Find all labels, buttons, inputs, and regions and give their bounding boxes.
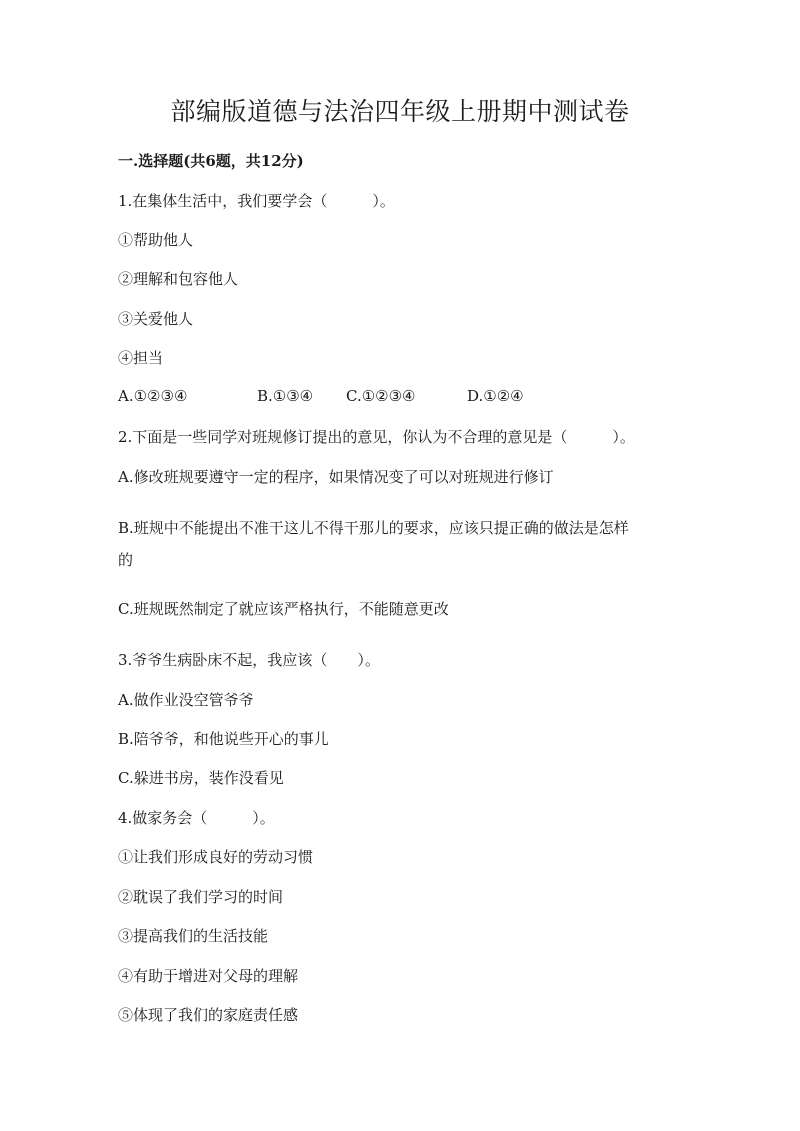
question-4-stem: 4.做家务会（ ）。 xyxy=(118,809,275,827)
question-4-item: ③提高我们的生活技能 xyxy=(118,927,269,945)
question-1-item: ④担当 xyxy=(118,349,164,367)
question-4-item: ④有助于增进对父母的理解 xyxy=(118,967,299,985)
question-3-stem: 3.爷爷生病卧床不起，我应该（ ）。 xyxy=(118,651,380,669)
question-3-option-b: B.陪爷爷，和他说些开心的事儿 xyxy=(118,730,329,748)
option-c: C.①②③④ xyxy=(346,387,416,405)
question-2-option-c: C.班规既然制定了就应该严格执行，不能随意更改 xyxy=(118,600,449,618)
question-4-item: ⑤体现了我们的家庭责任感 xyxy=(118,1006,299,1024)
question-2-option-a: A.修改班规要遵守一定的程序，如果情况变了可以对班规进行修订 xyxy=(118,468,554,486)
question-1-options xyxy=(118,387,524,405)
question-2-option-b-continued: 的 xyxy=(118,551,134,569)
question-3-option-a: A.做作业没空管爷爷 xyxy=(118,691,254,709)
question-2-stem: 2.下面是一些同学对班规修订提出的意见，你认为不合理的意见是（ ）。 xyxy=(118,428,635,446)
question-2-option-b: B.班规中不能提出不准干这儿不得干那儿的要求，应该只提正确的做法是怎样 xyxy=(118,519,629,537)
question-1-stem: 1.在集体生活中，我们要学会（ ）。 xyxy=(118,192,395,210)
question-1-item: ①帮助他人 xyxy=(118,231,194,249)
option-d: D.①②④ xyxy=(467,387,524,405)
page-title: 部编版道德与法治四年级上册期中测试卷 xyxy=(170,97,630,126)
question-1-item: ③关爱他人 xyxy=(118,310,194,328)
question-3-option-c: C.躲进书房，装作没看见 xyxy=(118,769,284,787)
section-heading: 一.选择题(共6题，共12分) xyxy=(118,152,304,170)
question-1-item: ②理解和包容他人 xyxy=(118,270,239,288)
option-b: B.①③④ xyxy=(257,387,314,405)
question-4-item: ①让我们形成良好的劳动习惯 xyxy=(118,848,314,866)
question-4-item: ②耽误了我们学习的时间 xyxy=(118,888,284,906)
option-a: A.①②③④ xyxy=(118,387,188,405)
